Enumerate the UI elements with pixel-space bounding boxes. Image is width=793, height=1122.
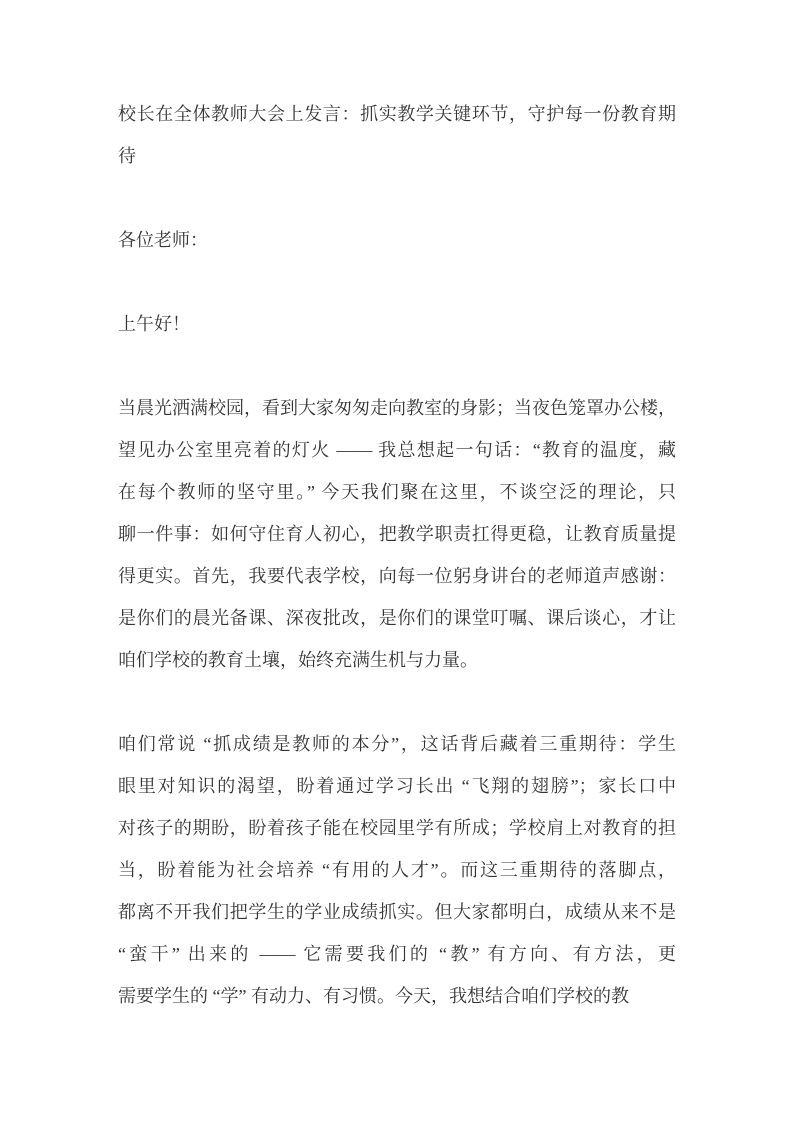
- paragraph-2-line-6: “蛮干” 出来的 —— 它需要我们的 “教” 有方向、有方法，更: [118, 944, 676, 964]
- paragraph-2-line-7: 需要学生的 “学” 有动力、有习惯。今天，我想结合咱们学校的教: [118, 986, 629, 1006]
- salutation: [118, 219, 676, 261]
- greeting-line: 上午好！: [118, 314, 190, 334]
- paragraph-1-line-6: 是你们的晨光备课、深夜批改，是你们的课堂叮嘱、课后谈心，才让: [118, 608, 676, 628]
- salutation-line: 各位老师：: [118, 230, 208, 250]
- paragraph-1-line-4: 聊一件事：如何守住育人初心，把教学职责扛得更稳，让教育质量提: [118, 524, 676, 544]
- paragraph-2-line-2: 眼里对知识的渴望，盼着通过学习长出 “飞翔的翅膀”；家长口中: [118, 776, 676, 796]
- paragraph-2-line-1: 咱们常说 “抓成绩是教师的本分”，这话背后藏着三重期待：学生: [118, 734, 676, 754]
- body-paragraph-2: [118, 723, 676, 1017]
- paragraph-2-line-3: 对孩子的期盼，盼着孩子能在校园里学有所成；学校肩上对教育的担: [118, 818, 676, 838]
- paragraph-1-line-1: 当晨光洒满校园，看到大家匆匆走向教室的身影；当夜色笼罩办公楼，: [118, 398, 676, 418]
- paragraph-2-line-4: 当，盼着能为社会培养 “有用的人才”。而这三重期待的落脚点，: [118, 860, 676, 880]
- title-line-1: 校长在全体教师大会上发言：抓实教学关键环节，守护每一份教育期: [118, 104, 676, 124]
- document-title: [118, 93, 676, 177]
- paragraph-1-line-2: 望见办公室里亮着的灯火 —— 我总想起一句话：“教育的温度，藏: [118, 440, 676, 460]
- paragraph-1-line-7: 咱们学校的教育土壤，始终充满生机与力量。: [118, 650, 478, 670]
- title-line-2: 待: [118, 146, 136, 166]
- body-paragraph-1: [118, 387, 676, 681]
- paragraph-1-line-3: 在每个教师的坚守里。” 今天我们聚在这里，不谈空泛的理论，只: [118, 482, 676, 502]
- paragraph-1-line-5: 得更实。首先，我要代表学校，向每一位躬身讲台的老师道声感谢：: [118, 566, 676, 586]
- greeting: [118, 303, 676, 345]
- paragraph-2-line-5: 都离不开我们把学生的学业成绩抓实。但大家都明白，成绩从来不是: [118, 902, 676, 922]
